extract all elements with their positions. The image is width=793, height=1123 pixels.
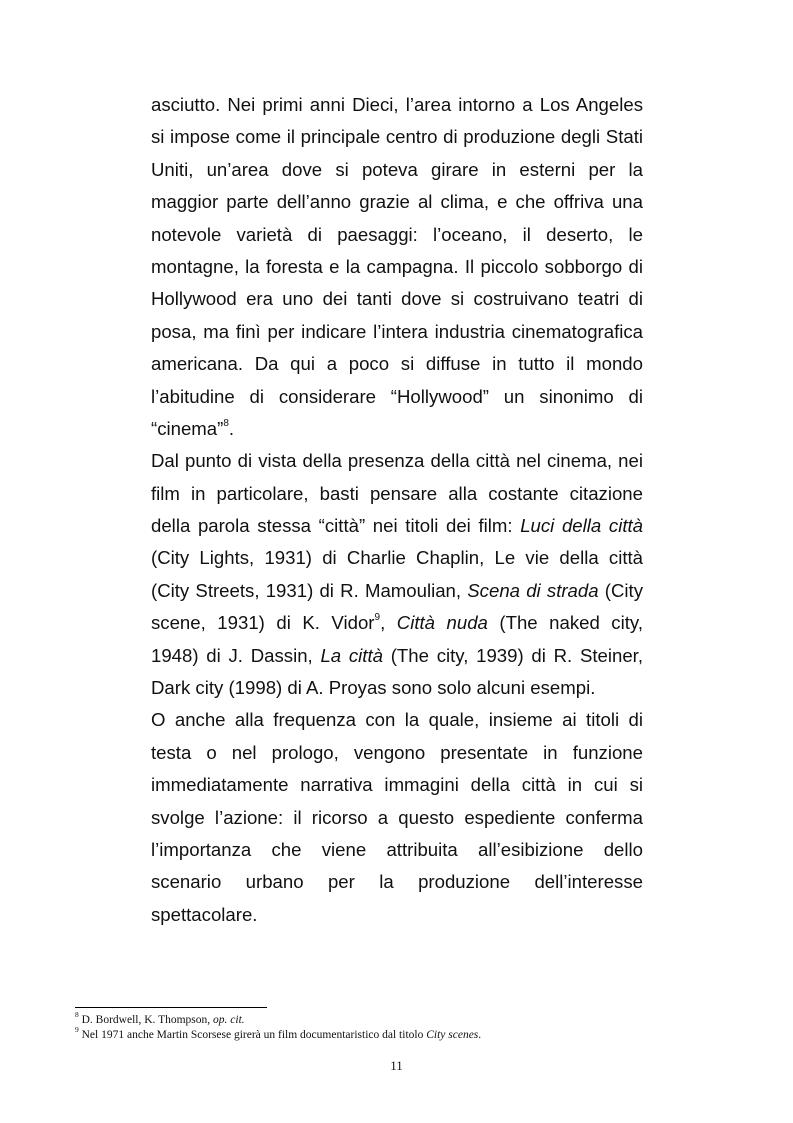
footnote-text: . [478,1029,482,1041]
footnote-8 [75,1010,715,1028]
text-line [151,575,643,607]
text-fragment: (City Streets, 1931) di R. Mamoulian, [151,579,468,601]
text-line: Uniti, un’area dove si poteva girare in esterni per la [151,158,643,180]
text-fragment: (City [604,579,644,601]
text-line: (City Lights, 1931) di Charlie Chaplin, Le vie della città [151,547,643,569]
film-title: La città [320,644,383,666]
text-line: immediatamente narrativa immagini della città in cui si [151,774,643,796]
text-line: asciutto. Nei primi anni Dieci, l’area intorno a Los Angeles [151,94,643,115]
film-title: Città nuda [396,612,488,634]
footnote-separator [75,1007,267,1008]
text-line: notevole varietà di paesaggi: l’oceano, il deserto, le [151,223,643,245]
text-line: film in particolare, basti pensare alla costante citazione [151,482,643,504]
footnote-italic: op. cit. [213,1014,245,1026]
text-line: testa o nel prologo, vengono presentate in funzione [151,741,643,763]
text-line: Dark city (1998) di A. Proyas sono solo alcuni esempi. [151,677,596,699]
body-text [151,89,643,931]
text-line: l’importanza che viene attribuita all’esibizione dello [151,838,643,860]
text-line: scenario urbano per la produzione dell’interesse [151,871,643,893]
text-fragment: , [380,612,397,634]
text-fragment: (The city, 1939) di R. Steiner, [390,644,644,666]
text-line: montagne, la foresta e la campagna. Il piccolo sobborgo di [151,255,643,277]
text-line [151,413,643,445]
text-line: svolge l’azione: il ricorso a questo espediente conferma [151,806,643,828]
footnote-text: D. Bordwell, K. Thompson, [78,1014,214,1026]
text-fragment: (The naked city, [499,612,643,634]
footnote-ref-9[interactable]: 9 [374,612,381,624]
text-line: posa, ma finì per indicare l’intera industria cinematografica [151,320,643,342]
footnote-text: Nel 1971 anche Martin Scorsese girerà un film documentaristico dal titolo [78,1029,427,1041]
text-line: Hollywood era uno dei tanti dove si costruivano teatri di [151,288,643,310]
text-line: spettacolare. [151,903,258,925]
film-title: Scena di strada [467,579,599,601]
footnote-italic: City scenes [426,1029,479,1041]
text-line: maggior parte dell’anno grazie al clima, e che offriva una [151,191,643,213]
text-line: si impose come il principale centro di produzione degli Stati [151,126,643,148]
text-fragment: della parola stessa “città” nei titoli dei film: [151,515,521,537]
footnote-number: 9 [75,1025,79,1035]
text-fragment: scene, 1931) di K. Vidor [151,612,375,634]
film-title: Luci della città [520,515,644,537]
text-line: O anche alla frequenza con la quale, insieme ai titoli di [151,709,643,731]
footnote-ref-8[interactable]: 8 [223,417,229,429]
text-fragment: 1948) di J. Dassin, [151,644,321,666]
footnote-9 [75,1025,715,1043]
text-line: americana. Da qui a poco si diffuse in tutto il mondo [151,353,643,375]
page-number: 11 [390,1058,403,1073]
footnote-number: 8 [75,1010,79,1020]
text-line: Dal punto di vista della presenza della città nel cinema, nei [151,450,643,472]
text-fragment: . [228,417,235,439]
text-line [151,640,643,672]
text-fragment: “cinema” [151,417,224,439]
text-line [151,607,643,639]
text-line [151,510,643,542]
text-line: l’abitudine di considerare “Hollywood” un sinonimo di [151,385,643,407]
footnotes [75,1010,715,1043]
